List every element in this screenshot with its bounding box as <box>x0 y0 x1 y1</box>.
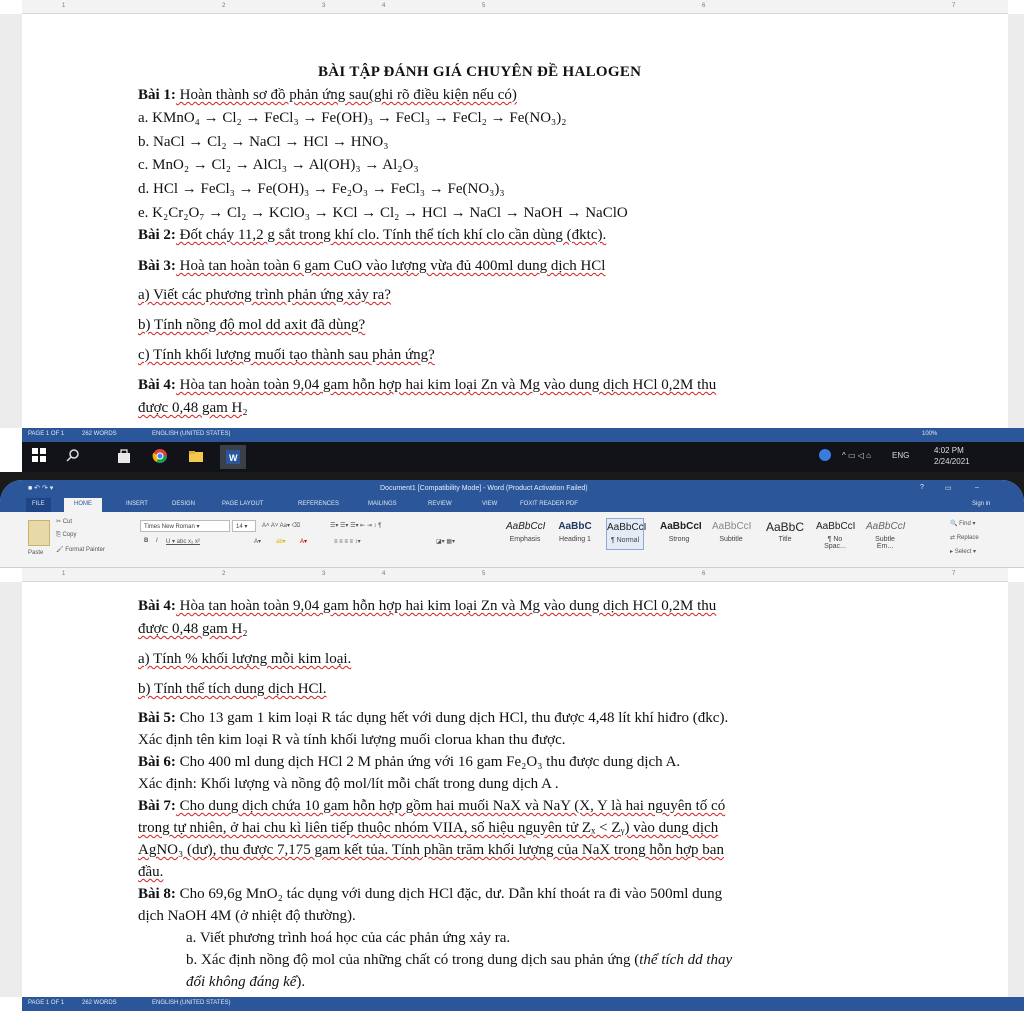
ruler-mark: 1 <box>62 571 66 577</box>
tab-page-layout[interactable]: PAGE LAYOUT <box>222 501 264 507</box>
doc-line: được 0,48 gam H₂ <box>138 400 248 416</box>
doc-line: Bài 2: Đốt cháy 11,2 g sắt trong khí clo. Tính thể tích khí clo cần dùng (đktc). <box>138 227 607 243</box>
doc-line: b) Tính nồng độ mol dd axit đã dùng? <box>138 317 366 333</box>
list-icons[interactable]: ☰▾ ☰▾ ☰▾ ⇤ ⇥ ↕ ¶ <box>330 523 382 529</box>
windows-taskbar <box>22 442 1024 472</box>
style-subtitle[interactable]: AaBbCcI Subtitle <box>712 521 752 543</box>
doc-line: AgNO₃ (dư), thu được 7,175 gam kết tủa. Tính phần trăm khối lượng của NaX trong hỗn hợp ban <box>138 842 724 858</box>
vertical-scrollbar[interactable] <box>1008 582 1024 997</box>
style-strong[interactable]: AaBbCcI Strong <box>660 521 702 543</box>
file-explorer-icon[interactable] <box>188 448 206 466</box>
doc-line: Bài 4: Hòa tan hoàn toàn 9,04 gam hỗn hợp hai kim loại Zn và Mg vào dung dịch HCl 0,2M thu <box>138 377 717 393</box>
highlight-icon[interactable]: ab▾ <box>276 539 286 545</box>
ruler-mark: 4 <box>382 571 386 577</box>
horizontal-ruler[interactable] <box>22 0 1008 14</box>
top-word-window <box>0 0 1024 472</box>
doc-line: được 0,48 gam H₂ <box>138 621 248 637</box>
status-bar <box>22 997 1024 1011</box>
tray-icons[interactable]: ^ ▭ ◁ ⌂ <box>842 451 871 460</box>
ruler-mark: 3 <box>322 3 326 9</box>
doc-line: b. NaCl → Cl₂ → NaCl → HCl → HNO₃ <box>138 134 389 150</box>
search-icon[interactable] <box>66 448 84 466</box>
ribbon-home <box>0 512 1024 568</box>
grow-font-icon[interactable]: A˄ A˅ Aa▾ ⌫ <box>262 523 301 529</box>
find-button[interactable]: 🔍 Find ▾ <box>950 521 976 527</box>
tab-references[interactable]: REFERENCES <box>298 501 340 507</box>
doc-line: a) Viết các phương trình phản ứng xảy ra? <box>138 287 391 303</box>
sign-in-link[interactable]: Sign in <box>972 501 991 507</box>
doc-line: dịch NaOH 4M (ở nhiệt độ thường). <box>138 908 356 924</box>
status-words[interactable]: 262 WORDS <box>82 1000 117 1006</box>
status-language[interactable]: ENGLISH (UNITED STATES) <box>152 431 231 437</box>
doc-line: b. Xác định nồng độ mol của những chất có trong dung dịch sau phản ứng (thể tích dd thay <box>186 952 733 968</box>
minimize-icon[interactable]: – <box>975 484 979 491</box>
chrome-icon[interactable] <box>152 448 170 466</box>
doc-line: Bài 3: Hoà tan hoàn toàn 6 gam CuO vào lượng vừa đủ 400ml dung dịch HCl <box>138 258 606 274</box>
tab-foxit[interactable]: FOXIT READER PDF <box>520 501 578 507</box>
doc-line: Bài 8: Cho 69,6g MnO₂ tác dụng với dung dịch HCl đặc, dư. Dẫn khí thoát ra đi vào 500ml dung <box>138 886 723 902</box>
replace-button[interactable]: ⇄ Replace <box>950 535 979 541</box>
doc-line: c) Tính khối lượng muối tạo thành sau phản ứng? <box>138 347 435 363</box>
ribbon-tabs <box>0 498 1024 512</box>
tab-file[interactable]: FILE <box>26 498 51 512</box>
ruler-mark: 7 <box>952 571 956 577</box>
doc-line: đầu. <box>138 864 164 880</box>
doc-line: Bài 4: Hòa tan hoàn toàn 9,04 gam hỗn hợp hai kim loại Zn và Mg vào dung dịch HCl 0,2M thu <box>138 598 717 614</box>
title-bar <box>0 480 1024 498</box>
word-taskbar-icon[interactable] <box>220 445 246 469</box>
doc-line: a. KMnO₄ → Cl₂ → FeCl₃ → Fe(OH)₃ → FeCl₃ → FeCl₂ → Fe(NO₃)₂ <box>138 110 567 126</box>
ruler-mark: 2 <box>222 571 226 577</box>
tab-home[interactable]: HOME <box>64 498 102 512</box>
status-bar <box>22 428 1024 442</box>
svg-text:W: W <box>229 453 238 463</box>
format-painter-button[interactable]: 🖌 Format Painter <box>56 547 105 553</box>
style-emphasis[interactable]: AaBbCcI Emphasis <box>506 521 546 543</box>
clock-date: 2/24/2021 <box>934 457 970 466</box>
tab-mailings[interactable]: MAILINGS <box>368 501 397 507</box>
tab-insert[interactable]: INSERT <box>126 501 148 507</box>
quick-access-toolbar[interactable]: ■ ↶ ↷ ▾ <box>28 485 54 492</box>
tab-view[interactable]: VIEW <box>482 501 498 507</box>
ruler-mark: 5 <box>482 3 486 9</box>
select-button[interactable]: ▸ Select ▾ <box>950 549 977 555</box>
help-icon[interactable]: ? <box>920 484 924 491</box>
font-size-select[interactable]: 14 ▾ <box>232 520 256 532</box>
font-name-select[interactable]: Times New Roman ▾ <box>140 520 230 532</box>
doc-line: Bài 5: Cho 13 gam 1 kim loại R tác dụng hết với dung dịch HCl, thu được 4,48 lít khí hiđro (đkc). <box>138 710 729 726</box>
restore-icon[interactable]: ▭ <box>945 485 952 492</box>
ruler-mark: 1 <box>62 3 66 9</box>
style-no-spacing[interactable]: AaBbCcI ¶ No Spac... <box>816 521 856 550</box>
doc-line: Bài 7: Cho dung dịch chứa 10 gam hỗn hợp gồm hai muối NaX và NaY (X, Y là hai nguyên tố có <box>138 798 726 814</box>
doc-line: c. MnO₂ → Cl₂ → AlCl₃ → Al(OH)₃ → Al₂O₃ <box>138 157 419 173</box>
italic-icon[interactable]: I <box>156 538 158 544</box>
status-language[interactable]: ENGLISH (UNITED STATES) <box>152 1000 231 1006</box>
status-words[interactable]: 262 WORDS <box>82 431 117 437</box>
horizontal-ruler[interactable] <box>22 568 1008 582</box>
zoom-level[interactable]: 100% <box>922 431 938 437</box>
ruler-mark: 6 <box>702 3 706 9</box>
paste-button[interactable]: Paste <box>28 550 44 556</box>
text-effects-icon[interactable]: A▾ <box>254 539 262 545</box>
ruler-mark: 3 <box>322 571 326 577</box>
ruler-mark: 7 <box>952 3 956 9</box>
doc-line: b) Tính thể tích dung dịch HCl. <box>138 681 327 697</box>
doc-line: a) Tính % khối lượng mỗi kim loại. <box>138 651 352 667</box>
bottom-word-window <box>0 480 1024 1011</box>
style-subtle-emphasis[interactable]: AaBbCcI Subtle Em... <box>866 521 906 550</box>
doc-line: Bài 6: Cho 400 ml dung dịch HCl 2 M phản ứng với 16 gam Fe₂O₃ thu được dung dịch A. <box>138 754 681 770</box>
doc-line: d. HCl → FeCl₃ → Fe(OH)₃ → Fe₂O₃ → FeCl₃ → Fe(NO₃)₃ <box>138 181 505 197</box>
clock[interactable] <box>934 445 970 467</box>
doc-line: Xác định: Khối lượng và nồng độ mol/lít mỗi chất trong dung dịch A . <box>138 776 559 792</box>
style-title[interactable]: AaBbC Title <box>766 520 805 543</box>
doc-line: trong tự nhiên, ở hai chu kì liên tiếp thuộc nhóm VIIA, số hiệu nguyên tử Zₓ < Zᵧ) vào dung dịch <box>138 820 719 836</box>
status-page[interactable]: PAGE 1 OF 1 <box>28 1000 65 1006</box>
window-title: Document1 [Compatibility Mode] - Word (Product Activation Failed) <box>380 485 588 492</box>
ruler-mark: 4 <box>382 3 386 9</box>
shading-icon[interactable]: ◪▾ ▦▾ <box>436 539 456 545</box>
doc-line: Bài 1: Hoàn thành sơ đồ phản ứng sau(ghi rõ điều kiện nếu có) <box>138 87 517 103</box>
doc-line: a. Viết phương trình hoá học của các phản ứng xảy ra. <box>186 930 511 946</box>
ruler-mark: 6 <box>702 571 706 577</box>
doc-line: Xác định tên kim loại R và tính khối lượng muối clorua khan thu được. <box>138 732 566 748</box>
vertical-scrollbar[interactable] <box>1008 14 1024 428</box>
copy-button[interactable]: ⎘ Copy <box>56 532 77 538</box>
store-icon[interactable] <box>116 448 134 466</box>
tab-design[interactable]: DESIGN <box>172 501 196 507</box>
left-gutter <box>0 14 22 428</box>
ruler-mark: 5 <box>482 571 486 577</box>
doc-line: e. K₂Cr₂O₇ → Cl₂ → KClO₃ → KCl → Cl₂ → HCl → NaCl → NaOH → NaClO <box>138 205 628 221</box>
language-indicator[interactable]: ENG <box>892 451 910 460</box>
clock-time: 4:02 PM <box>934 446 964 455</box>
tab-review[interactable]: REVIEW <box>428 501 452 507</box>
bold-icon[interactable]: B <box>144 538 149 544</box>
doc-line: đổi không đáng kể). <box>186 974 306 990</box>
style-heading-1[interactable]: AaBbC Heading 1 <box>558 521 592 543</box>
document-title: BÀI TẬP ĐÁNH GIÁ CHUYÊN ĐỀ HALOGEN <box>318 64 642 80</box>
font-color-icon[interactable]: A▾ <box>300 539 308 545</box>
align-icons[interactable]: ≡ ≡ ≡ ≡ ↕▾ <box>334 539 361 545</box>
underline-icon[interactable]: U ▾ abc x₂ x² <box>166 539 201 545</box>
notification-icon[interactable] <box>818 448 836 466</box>
status-page[interactable]: PAGE 1 OF 1 <box>28 431 65 437</box>
style-normal[interactable]: AaBbCcI ¶ Normal <box>606 518 644 550</box>
windows-start-icon[interactable] <box>32 448 50 466</box>
left-gutter <box>0 582 22 997</box>
paste-icon[interactable] <box>28 520 50 546</box>
ruler-mark: 2 <box>222 3 226 9</box>
cut-button[interactable]: ✂ Cut <box>56 519 73 525</box>
